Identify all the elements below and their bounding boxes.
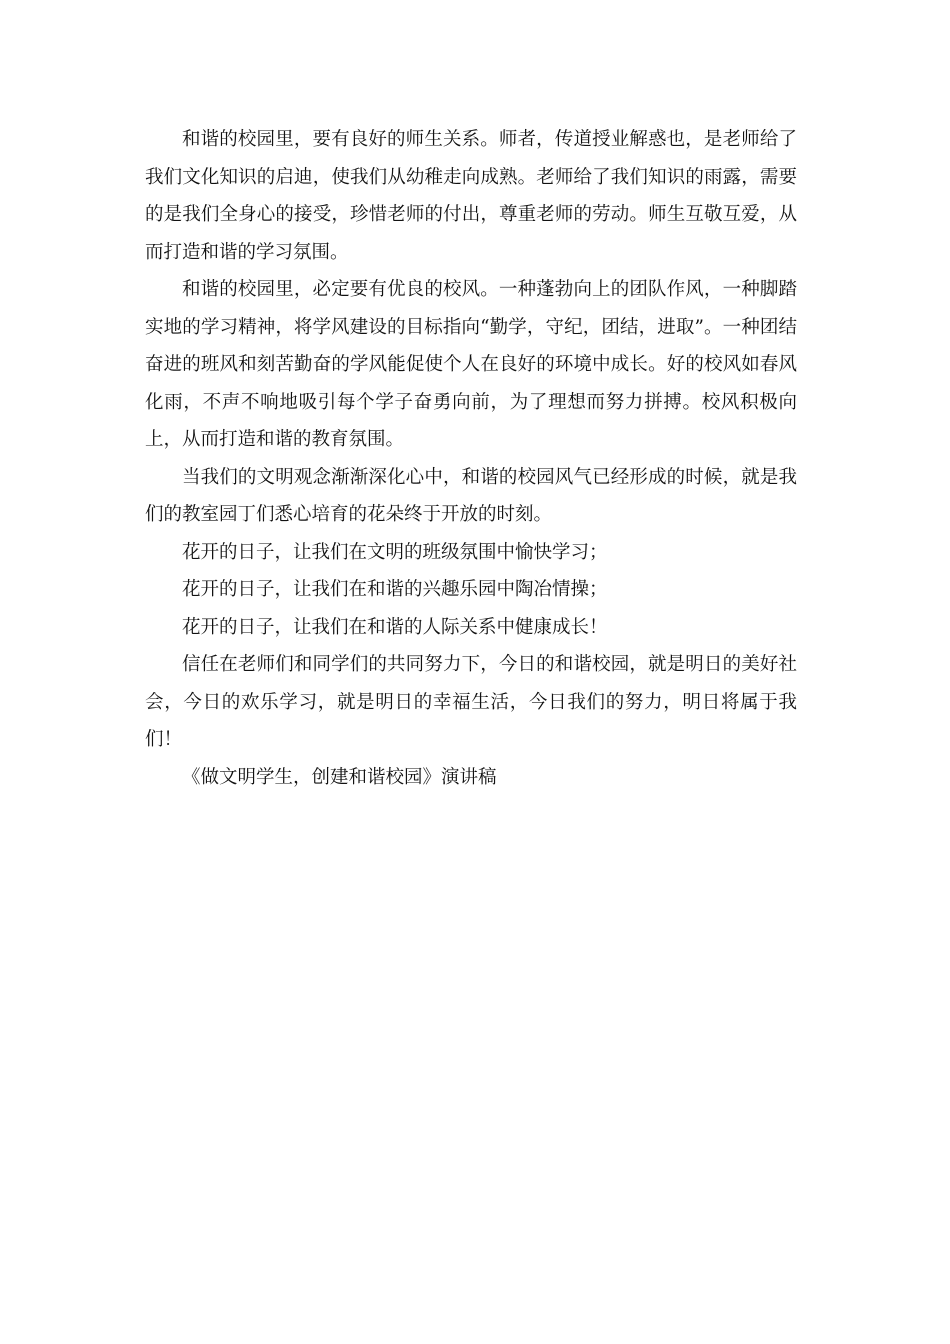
paragraph-bloom-study: 花开的日子，让我们在文明的班级氛围中愉快学习； bbox=[182, 541, 608, 563]
paragraph-teacher-student-relations: 和谐的校园里，要有良好的师生关系。师者，传道授业解惑也，是老师给了我们文化知识的启迪，使我们从幼稚走向成熟。老师给了我们知识的雨露，需要的是我们全身心的接受，珍惜老师的付出，尊重老师的劳动。师生互敬互爱，从而打造和谐的学习氛围。 bbox=[145, 129, 797, 263]
paragraph-bloom-interest: 花开的日子，让我们在和谐的兴趣乐园中陶冶情操； bbox=[182, 579, 608, 600]
paragraph-conclusion: 信任在老师们和同学们的共同努力下，今日的和谐校园，就是明日的美好社会，今日的欢乐学习，就是明日的幸福生活，今日我们的努力，明日将属于我们！ bbox=[145, 654, 797, 750]
paragraph-bloom-growth: 花开的日子，让我们在和谐的人际关系中健康成长！ bbox=[182, 616, 608, 638]
document-caption: 《做文明学生，创建和谐校园》演讲稿 bbox=[182, 766, 497, 788]
document-body bbox=[145, 121, 797, 796]
paragraph-school-spirit: 和谐的校园里，必定要有优良的校风。一种蓬勃向上的团队作风，一种脚踏实地的学习精神，将学风建设的目标指向“勤学，守纪，团结，进取”。一种团结奋进的班风和刻苦勤奋的学风能促使个人在良好的环境中成长。好的校风如春风化雨，不声不响地吸引每个学子奋勇向前，为了理想而努力拼搏。校风积极向上，从而打造和谐的教育氛围。 bbox=[145, 279, 797, 450]
paragraph-flowers-blooming: 当我们的文明观念渐渐深化心中，和谐的校园风气已经形成的时候，就是我们的教室园丁们悉心培育的花朵终于开放的时刻。 bbox=[145, 466, 797, 525]
